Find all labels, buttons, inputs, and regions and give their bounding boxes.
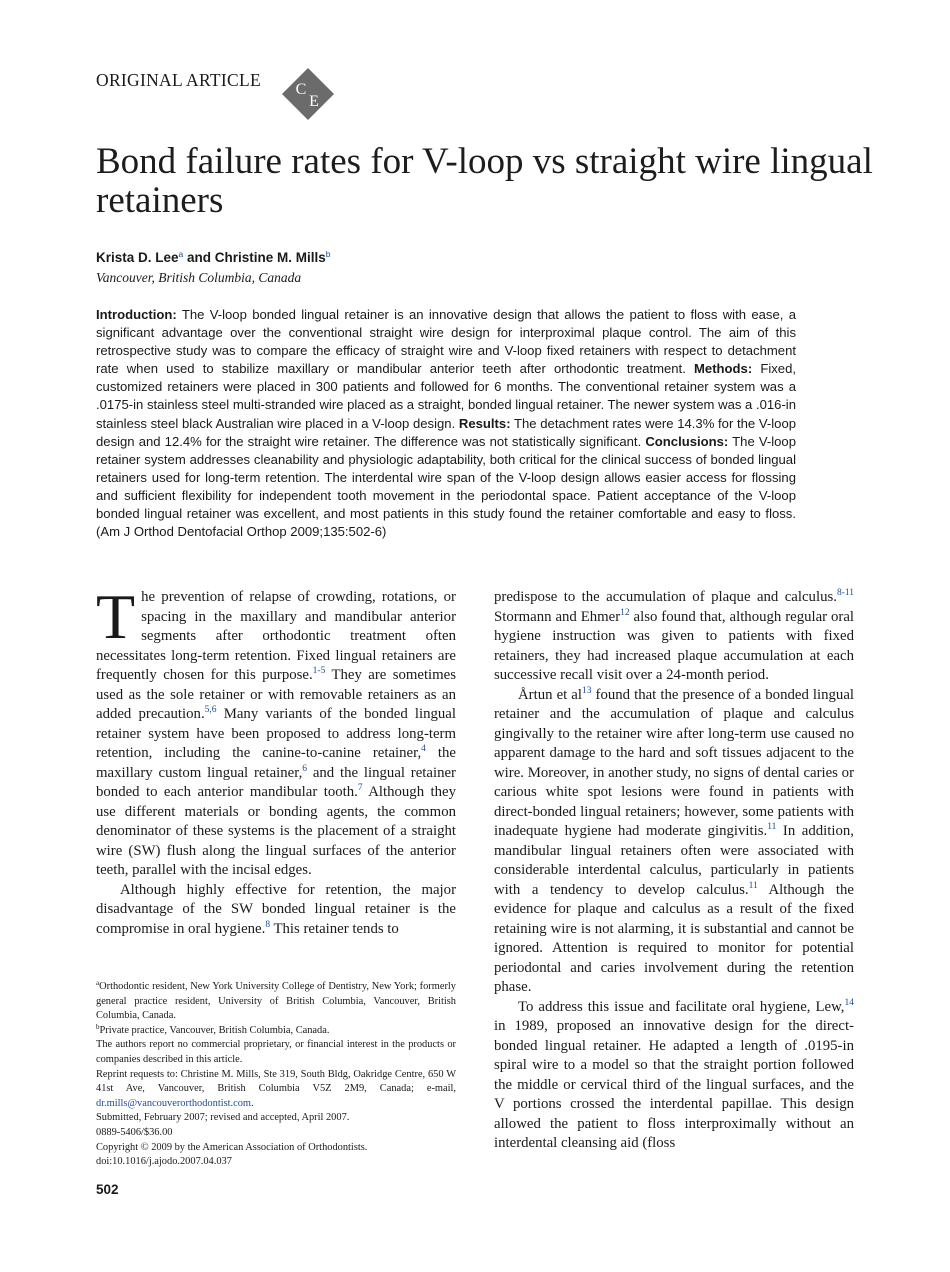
badge-letter-c: C — [295, 81, 307, 98]
footnote-marker: b — [96, 1022, 100, 1031]
body-text: Stormann and Ehmer — [494, 608, 621, 625]
reference-link[interactable]: 12 — [620, 607, 630, 618]
footnote-submitted: Submitted, February 2007; revised and accepted, April 2007. — [96, 1112, 350, 1124]
email-link[interactable]: dr.mills@vancouverorthodontist.com — [96, 1097, 252, 1109]
abstract-intro-text: The V-loop bonded lingual retainer is an innovative design that allows the patient to floss with ease, a significant advantage over the conventional straight wire design for interproximal plaque control. The aim of this retrospective study was to compare the efficacy of straight wire and V-loop fixed retainers with respect to detachment rate when used to stabilize maxillary or mandibular anterior teeth after orthodontic treatment. — [96, 307, 796, 377]
footnote-affiliation-b — [96, 1024, 456, 1039]
reference-link[interactable]: 1-5 — [312, 666, 326, 676]
reference-link[interactable]: 5,6 — [204, 705, 217, 715]
body-text: To address this issue and facilitate oral hygiene, Lew, — [518, 998, 845, 1015]
body-text: he prevention of relapse of crowding, rotations, or spacing in the maxillary and mandibular anterior segments after orthodontic treatment often necessitates long-term retention. Fixed lingual retainers are frequently chosen for this purpose. — [96, 589, 456, 683]
body-text: Many variants of the bonded lingual retainer system have been proposed to address long-term retention, including the canine-to-canine retainer, — [96, 706, 456, 761]
author-location: Vancouver, British Columbia, Canada — [96, 270, 302, 285]
abstract-conclusions-text: The V-loop retainer system addresses cleanability and physiologic adaptability, both critical for the clinical success of bonded lingual retainers used for long-term retention. The interdental wire span of the V-loop design allows easier access for flossing and sufficient flexibility for independent tooth movement in the periodontal space. Patient acceptance of the V-loop bonded lingual retainer was excellent, and most patients in this study found the retainer comfortable and easy to floss. — [96, 433, 796, 522]
body-text: and the lingual retainer bonded to each anterior mandibular tooth. — [96, 764, 456, 800]
body-paragraph — [96, 881, 456, 940]
reference-link[interactable]: 11 — [767, 822, 777, 832]
body-paragraph — [494, 998, 854, 1154]
body-text: in 1989, proposed an innovative design for the direct-bonded lingual retainer. He adapted a length of .0195-in spiral wire to a model so that the straight portion followed the middle or cervical third of the lingual surfaces, and the V portions crossed the interdental papillae. This design allowed the patient to floss interproximally without an interdental cleansing aid (floss — [494, 1018, 854, 1151]
body-paragraph — [494, 686, 854, 998]
reference-link[interactable]: 4 — [421, 744, 426, 754]
reference-link[interactable]: 11 — [748, 880, 758, 891]
abstract-methods-label: Methods: — [694, 361, 753, 377]
page-number: 502 — [96, 1182, 119, 1197]
footnote-text: . — [251, 1097, 254, 1109]
reference-link[interactable]: 13 — [581, 685, 592, 696]
author-list — [96, 249, 331, 265]
body-paragraph-continued — [494, 588, 854, 686]
section-label: ORIGINAL ARTICLE — [96, 70, 261, 90]
author-name: Krista D. Lee — [96, 250, 179, 265]
footnote-reprint — [96, 1068, 456, 1112]
reference-link[interactable]: 8-11 — [836, 588, 854, 598]
body-text: predispose to the accumulation of plaque and calculus. — [494, 589, 837, 605]
body-text: Årtun et al — [518, 686, 582, 703]
body-text: Although they use different materials or bonding agents, the common denominator of these systems is the placement of a straight wire (SW) flush along the lingual surfaces of the anterior teeth, parallel with the incisal edges. — [96, 784, 456, 878]
author-name: Christine M. Mills — [214, 250, 326, 265]
footnote-affiliation-a — [96, 980, 456, 1024]
footnote-doi[interactable]: doi:10.1016/j.ajodo.2007.04.037 — [96, 1156, 232, 1168]
abstract-intro-label: Introduction: — [96, 307, 177, 322]
footnote-copyright: Copyright © 2009 by the American Association of Orthodontists. — [96, 1141, 368, 1153]
reference-link[interactable]: 7 — [357, 783, 363, 793]
abstract — [96, 306, 796, 541]
body-text: also found that, although regular oral hygiene instruction was given to patients with fixed retainers, they had increased plaque accumulation at each successive recall visit over a 24-month period. — [494, 608, 854, 683]
body-text: This retainer tends to — [270, 920, 399, 937]
author-affiliation-marker[interactable]: b — [325, 249, 331, 259]
body-column-left — [96, 581, 456, 939]
footnote-issn: 0889-5406/$36.00 — [96, 1126, 173, 1138]
continuing-education-badge-icon — [280, 66, 336, 122]
reference-link[interactable]: 8 — [265, 919, 271, 930]
body-text: They are sometimes used as the sole retainer or with removable retainers as an added precaution. — [96, 667, 456, 722]
footnote-text: Private practice, Vancouver, British Columbia, Canada. — [99, 1024, 330, 1036]
article-title: Bond failure rates for V-loop vs straight wire lingual retainers — [96, 141, 873, 221]
badge-diamond — [282, 68, 334, 120]
reference-link[interactable]: 6 — [302, 763, 308, 774]
body-text: found that the presence of a bonded lingual retainer and the accumulation of plaque and calculus gingivally to the retainer wire after long-term use caused no apparent damage to the hard and soft tissues adjacent to the wire. Moreover, in another study, no signs of dental caries or carious white spot lesions were found in patients with direct-bonded lingual retainers; however, some patients with inadequate hygiene had moderate gingivitis. — [494, 686, 854, 839]
footnotes — [96, 980, 456, 1170]
footnote-disclosure: The authors report no commercial proprietary, or financial interest in the products or companies described in this article. — [96, 1039, 456, 1065]
footnote-text: Reprint requests to: Christine M. Mills, Ste 319, South Bldg, Oakridge Centre, 650 W 41st Ave, Vancouver, British Columbia V5Z 2M9, Canada; e-mail, — [96, 1068, 456, 1095]
body-column-right — [494, 588, 854, 1154]
reference-link[interactable]: 14 — [844, 997, 854, 1008]
drop-cap: T — [96, 581, 136, 652]
abstract-citation: (Am J Orthod Dentofacial Orthop 2009;135:502-6) — [96, 524, 387, 540]
body-text: Although highly effective for retention, the major disadvantage of the SW bonded lingual retainer is the compromise in oral hygiene. — [96, 881, 456, 937]
footnote-text: Orthodontic resident, New York University College of Dentistry, New York; formerly general practice resident, University of British Columbia, Vancouver, British Columbia, Canada. — [96, 981, 456, 1022]
footnote-marker: a — [96, 979, 100, 987]
abstract-conclusions-label: Conclusions: — [645, 433, 729, 449]
author-affiliation-marker[interactable]: a — [178, 249, 184, 259]
body-text: In addition, mandibular lingual retainers often were associated with considerable interdental calculus, particularly in patients with a tendency to develop calculus. — [494, 823, 855, 898]
abstract-results-label: Results: — [458, 415, 511, 431]
abstract-results-text: The detachment rates were 14.3% for the V-loop design and 12.4% for the straight wire retainer. The difference was not statistically significant. — [96, 415, 797, 449]
body-text: Although the evidence for plaque and calculus as a result of the fixed retaining wire is not alarming, it is substantial and cannot be ignored. Attention is required to monitor for potential periodontal and caries involvement during the retention phase. — [494, 881, 854, 995]
body-paragraph — [96, 581, 456, 881]
abstract-methods-text: Fixed, customized retainers were placed in 300 patients and followed for 6 months. The conventional retainer system was a .0175-in stainless steel multi-stranded wire placed as a straight, bonded lingual retainer. The newer system was a .016-in stainless steel black Australian wire placed in a V-loop design. — [96, 361, 796, 431]
badge-letter-e: E — [309, 93, 319, 110]
body-text: the maxillary custom lingual retainer, — [96, 745, 456, 781]
author-joiner: and — [183, 250, 215, 265]
